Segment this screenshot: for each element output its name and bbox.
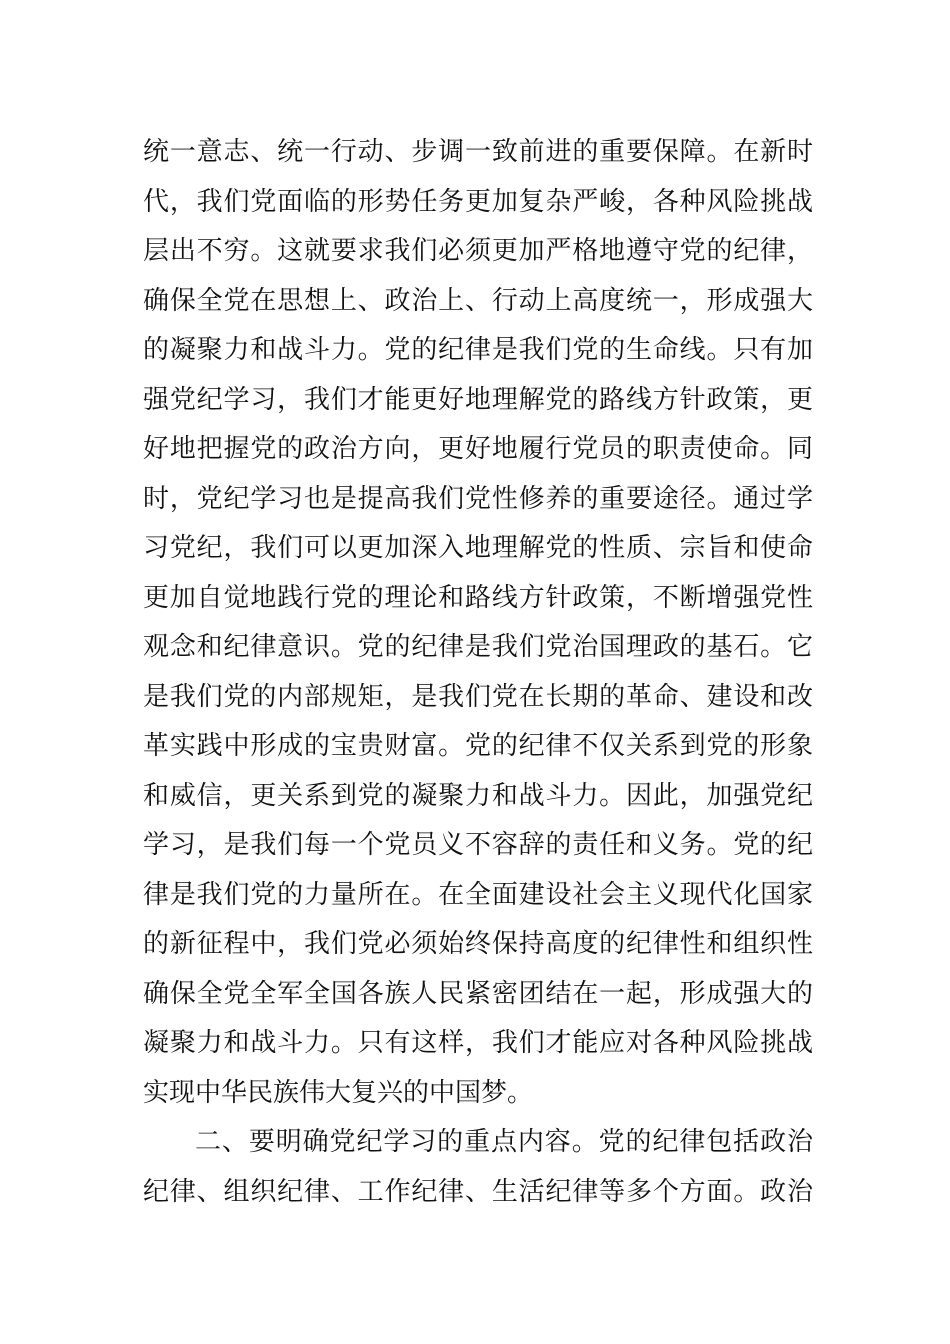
text-line: 的新征程中，我们党必须始终保持高度的纪律性和组织性 <box>143 929 813 959</box>
text-line: 纪律、组织纪律、工作纪律、生活纪律等多个方面。政治 <box>143 1176 813 1207</box>
text-line: 统一意志、统一行动、步调一致前进的重要保障。在新时 <box>143 137 813 167</box>
text-line: 层出不穷。这就要求我们必须更加严格地遵守党的纪律， <box>143 236 813 266</box>
text-line: 习党纪，我们可以更加深入地理解党的性质、宗旨和使命 <box>143 533 813 563</box>
text-line: 好地把握党的政治方向，更好地履行党员的职责使命。同 <box>143 434 813 464</box>
text-line: 代，我们党面临的形势任务更加复杂严峻，各种风险挑战 <box>143 186 813 217</box>
text-line: 更加自觉地践行党的理论和路线方针政策，不断增强党性 <box>143 582 813 613</box>
text-line: 革实践中形成的宝贵财富。党的纪律不仅关系到党的形象 <box>143 731 813 761</box>
text-line: 学习，是我们每一个党员义不容辞的责任和义务。党的纪 <box>143 830 813 860</box>
text-line: 和威信，更关系到党的凝聚力和战斗力。因此，加强党纪 <box>143 780 813 811</box>
body-text <box>143 128 813 1217</box>
text-line: 确保全党在思想上、政治上、行动上高度统一，形成强大 <box>143 285 813 316</box>
section-heading-line: 二、要明确党纪学习的重点内容。党的纪律包括政治 <box>195 1127 813 1157</box>
text-line: 时，党纪学习也是提高我们党性修养的重要途径。通过学 <box>143 483 813 514</box>
text-line: 实现中华民族伟大复兴的中国梦。 <box>143 1077 534 1108</box>
text-line: 是我们党的内部规矩，是我们党在长期的革命、建设和改 <box>143 681 813 712</box>
text-line: 观念和纪律意识。党的纪律是我们党治国理政的基石。它 <box>143 632 813 662</box>
text-line: 的凝聚力和战斗力。党的纪律是我们党的生命线。只有加 <box>143 335 813 365</box>
text-line: 强党纪学习，我们才能更好地理解党的路线方针政策，更 <box>143 384 813 415</box>
text-line: 确保全党全军全国各族人民紧密团结在一起，形成强大的 <box>143 978 813 1009</box>
text-line: 律是我们党的力量所在。在全面建设社会主义现代化国家 <box>143 879 813 910</box>
text-line: 凝聚力和战斗力。只有这样，我们才能应对各种风险挑战 <box>143 1028 813 1058</box>
